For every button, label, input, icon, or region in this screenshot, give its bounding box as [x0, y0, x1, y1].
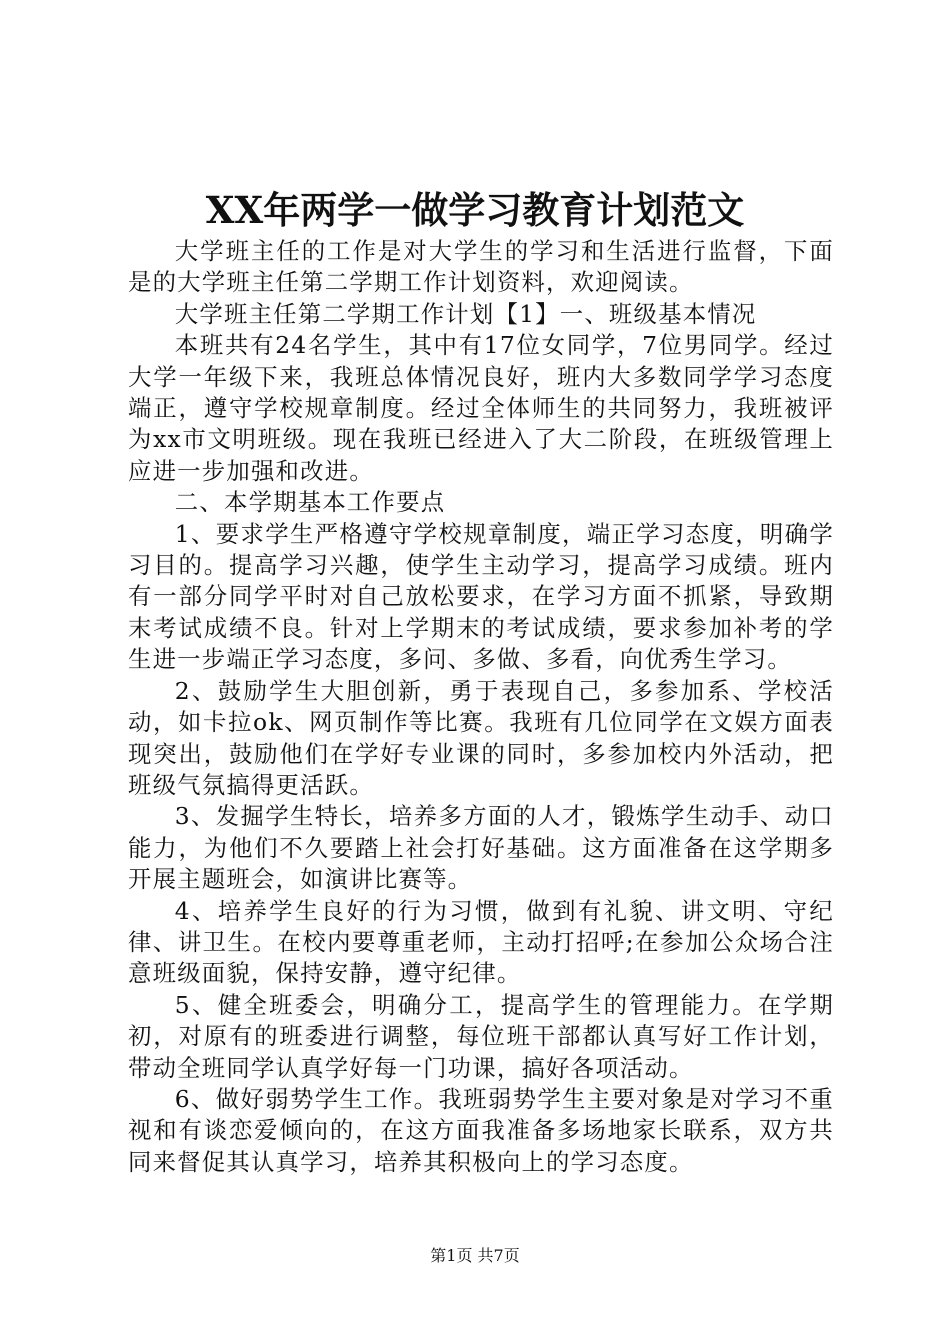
document-body	[128, 236, 834, 1178]
paragraph-plan-heading: 大学班主任第二学期工作计划【1】一、班级基本情况	[174, 299, 757, 328]
paragraph-section-heading: 二、本学期基本工作要点	[174, 488, 446, 517]
paragraph-item-4: 4、培养学生良好的行为习惯，做到有礼貌、讲文明、守纪律、讲卫生。在校内要尊重老师，主动打招呼;在参加公众场合注意班级面貌，保持安静，遵守纪律。	[128, 896, 834, 988]
paragraph-class-situation: 本班共有24名学生，其中有17位女同学，7位男同学。经过大学一年级下来，我班总体情况良好，班内大多数同学学习态度端正，遵守学校规章制度。经过全体师生的共同努力，我班被评为xx市文明班级。现在我班已经进入了大二阶段，在班级管理上应进一步加强和改进。	[128, 331, 834, 485]
paragraph-item-3: 3、发掘学生特长，培养多方面的人才，锻炼学生动手、动口能力，为他们不久要踏上社会打好基础。这方面准备在这学期多开展主题班会，如演讲比赛等。	[128, 802, 834, 894]
paragraph-item-1: 1、要求学生严格遵守学校规章制度，端正学习态度，明确学习目的。提高学习兴趣，使学生主动学习，提高学习成绩。班内有一部分同学平时对自己放松要求，在学习方面不抓紧，导致期末考试成绩不良。针对上学期末的考试成绩，要求参加补考的学生进一步端正学习态度，多问、多做、多看，向优秀生学习。	[128, 519, 834, 674]
page-number-footer: 第1页 共7页	[430, 1246, 520, 1265]
paragraph-item-6: 6、做好弱势学生工作。我班弱势学生主要对象是对学习不重视和有谈恋爱倾向的，在这方面我准备多场地家长联系，双方共同来督促其认真学习，培养其积极向上的学习态度。	[128, 1084, 834, 1176]
document-title: XX年两学一做学习教育计划范文	[205, 188, 745, 232]
paragraph-item-2: 2、鼓励学生大胆创新，勇于表现自己，多参加系、学校活动，如卡拉ok、网页制作等比赛。我班有几位同学在文娱方面表现突出，鼓励他们在学好专业课的同时，多参加校内外活动，把班级气氛搞得更活跃。	[128, 676, 834, 799]
paragraph-item-5: 5、健全班委会，明确分工，提高学生的管理能力。在学期初，对原有的班委进行调整，每位班干部都认真写好工作计划，带动全班同学认真学好每一门功课，搞好各项活动。	[128, 990, 834, 1082]
paragraph-intro: 大学班主任的工作是对大学生的学习和生活进行监督，下面是的大学班主任第二学期工作计划资料，欢迎阅读。	[128, 237, 834, 297]
